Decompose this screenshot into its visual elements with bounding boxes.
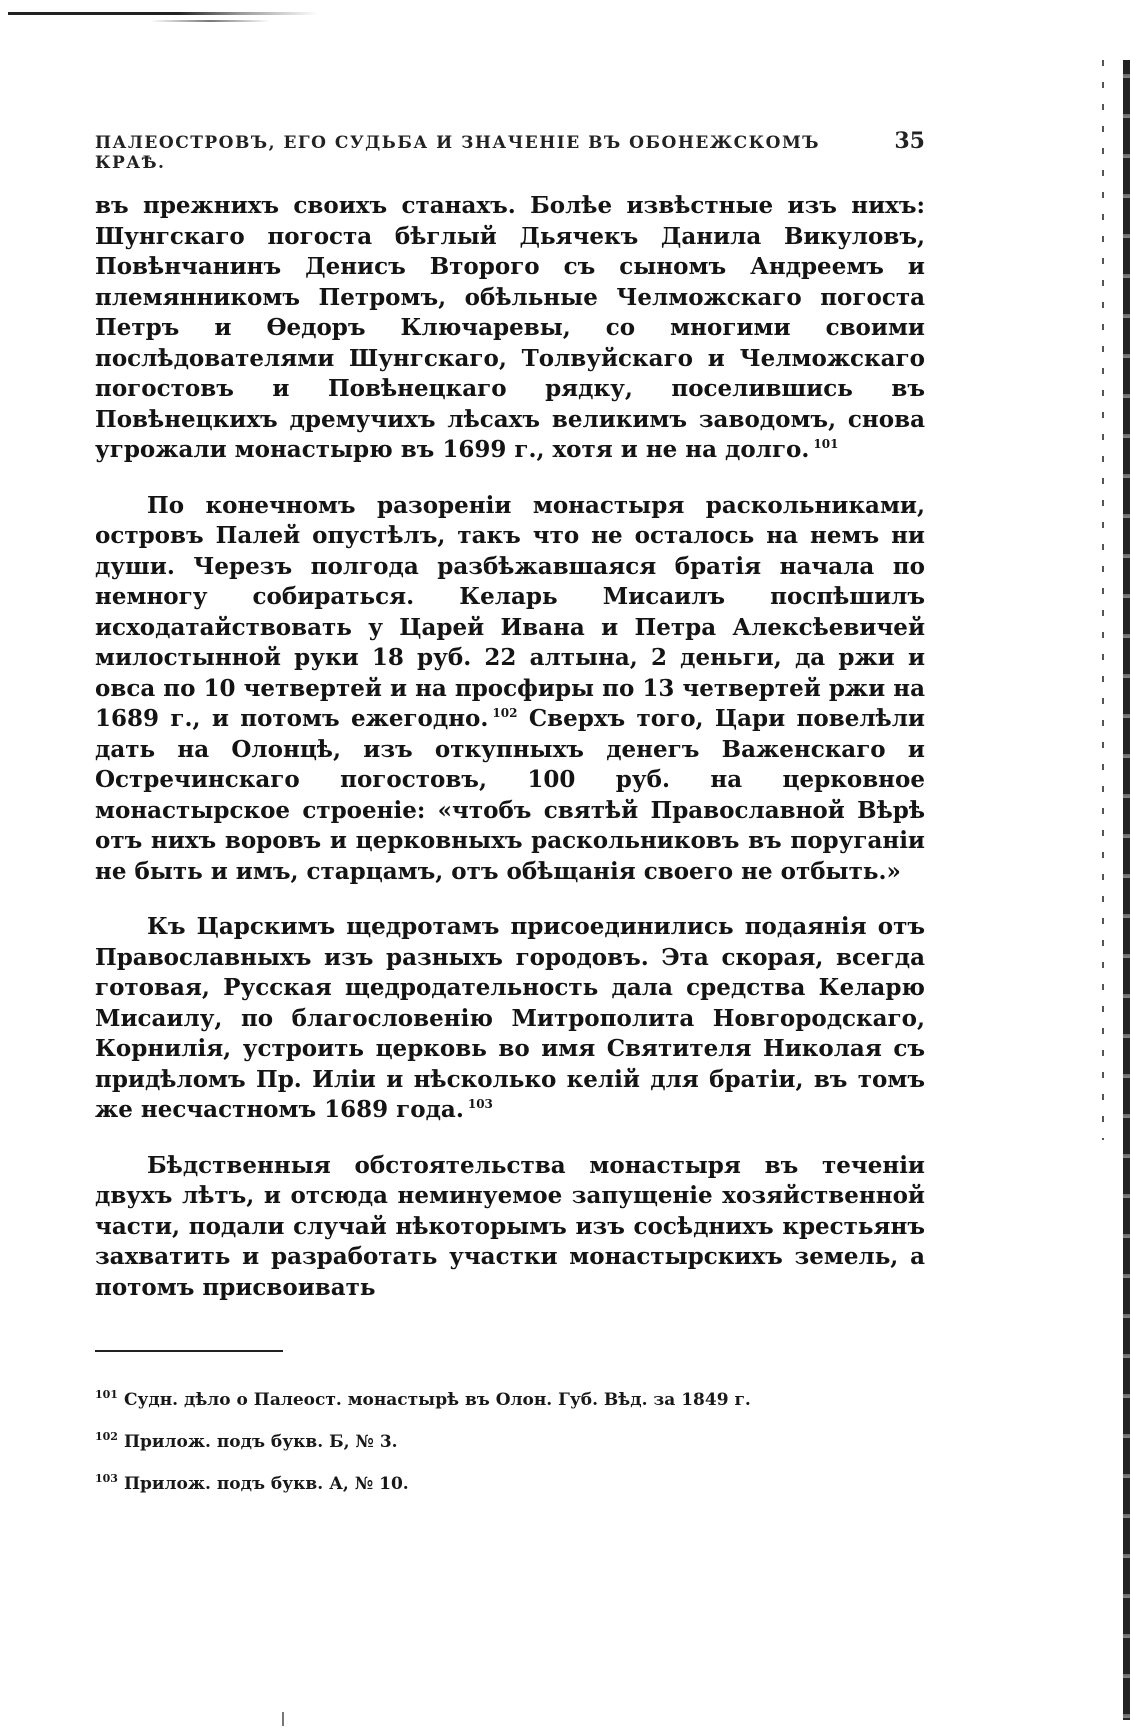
scan-binding-edge	[1123, 60, 1130, 1720]
footnote-number: 103	[95, 1472, 118, 1486]
paragraph-text: По конечномъ разореніи монастыря раскольниками, островъ Палей опустѣлъ, такъ что не осталось на немъ ни души. Черезъ полгода разбѣжавшаяся братія начала по немногу собираться. Келарь Мисаилъ поспѣшилъ исходатайствовать у Царей Ивана и Петра Алексѣевичей милостынной руки 18 руб. 22 алтына, 2 деньги, да ржи и овса по 10 четвертей и на просфиры по 13 четвертей ржи на 1689 г., и потомъ ежегодно.	[95, 491, 925, 732]
footnote-text: Прилож. подъ букв. А, № 10.	[123, 1474, 409, 1494]
paragraph-text: Къ Царскимъ щедротамъ присоединились подаянія отъ Православныхъ изъ разныхъ городовъ. Эта скорая, всегда готовая, Русская щедродательность дала средства Келарю Мисаилу, по благословенію Митрополита Новгородскаго, Корнилія, устроить церковь во имя Святителя Николая съ придѣломъ Пр. Иліи и нѣсколько келій для братіи, въ томъ же несчастномъ 1689 года.	[95, 913, 925, 1123]
scan-bottom-mark	[282, 1712, 284, 1726]
footnote-rule	[95, 1350, 283, 1352]
scan-edge-dash-top	[150, 20, 270, 22]
footnote-item	[95, 1474, 925, 1494]
page-number: 35	[894, 128, 925, 154]
body-text	[95, 191, 925, 1303]
footnote-text: Судн. дѣло о Палеост. монастырѣ въ Олон. Губ. Вѣд. за 1849 г.	[123, 1390, 751, 1410]
footnote-number: 102	[95, 1430, 118, 1444]
paragraph-text: въ прежнихъ своихъ станахъ. Болѣе извѣстные изъ нихъ: Шунгскаго погоста бѣглый Дьячекъ Данила Викуловъ, Повѣнчанинъ Денисъ Второго съ сыномъ Андреемъ и племянникомъ Петромъ, обѣльные Челможскаго погоста Петръ и Ѳедоръ Ключаревы, со многими своими послѣдователями Шунгскаго, Толвуйскаго и Челможскаго погостовъ и Повѣнецкаго рядку, поселившись въ Повѣнецкихъ дремучихъ лѣсахъ великимъ заводомъ, снова угрожали монастырю въ 1699 г., хотя и не на долго.	[95, 192, 925, 463]
footnote-item	[95, 1390, 925, 1410]
footnote-text: Прилож. подъ букв. Б, № 3.	[123, 1432, 398, 1452]
book-page	[95, 128, 925, 1516]
footnote-ref: 101	[813, 437, 839, 452]
paragraph-1	[95, 191, 925, 466]
footnote-ref: 103	[467, 1097, 493, 1112]
footnote-ref: 102	[492, 706, 518, 721]
paragraph-4	[95, 1151, 925, 1304]
scan-binding-shadow	[1102, 60, 1104, 1140]
paragraph-text-continuation: Сверхъ того, Цари повелѣли дать на Олонцѣ, изъ откупныхъ денегъ Важенскаго и Остречинскаго погостовъ, 100 руб. на церковное монастырское строеніе: «чтобъ святѣй Православной Вѣрѣ отъ нихъ воровъ и церковныхъ раскольниковъ въ поруганіи не быть и имъ, старцамъ, отъ обѣщанія своего не отбыть.»	[95, 705, 925, 885]
paragraph-3	[95, 912, 925, 1126]
footnote-item	[95, 1432, 925, 1452]
scan-edge-mark-top	[8, 12, 318, 15]
footnote-number: 101	[95, 1388, 118, 1402]
paragraph-text: Бѣдственныя обстоятельства монастыря въ теченіи двухъ лѣтъ, и отсюда неминуемое запущеніе хозяйственной части, подали случай нѣкоторымъ изъ сосѣднихъ крестьянъ захватить и разработать участки монастырскихъ земель, а потомъ присвоивать	[95, 1151, 925, 1301]
running-head	[95, 128, 925, 173]
footnotes	[95, 1390, 925, 1494]
running-head-title: ПАЛЕОСТРОВЪ, ЕГО СУДЬБА И ЗНАЧЕНІЕ ВЪ ОБОНЕЖСКОМЪ КРАѢ.	[95, 133, 821, 173]
paragraph-2	[95, 491, 925, 888]
